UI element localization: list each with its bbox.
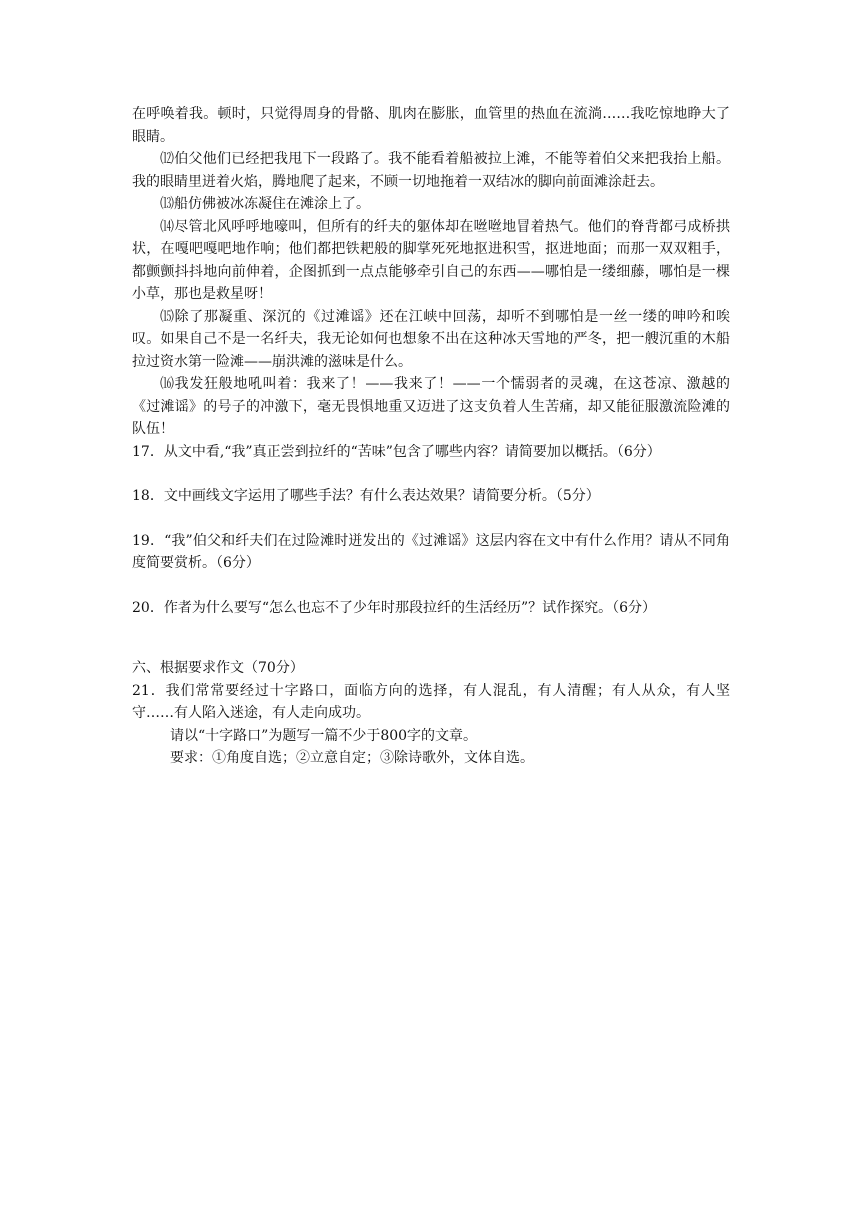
question-20: 20．作者为什么要写“怎么也忘不了少年时那段拉纤的生活经历”？试作探究。（6分） (132, 599, 657, 616)
question-19: 19．“我”伯父和纤夫们在过险滩时迸发出的《过滩谣》这层内容在文中有什么作用？请从不同角度简要赏析。（6分） (132, 532, 730, 571)
reading-paragraph-14: ⒁尽管北风呼呼地嚎叫，但所有的纤夫的躯体却在咝咝地冒着热气。他们的脊背都弓成桥拱状，在嘎吧嘎吧地作响；他们都把铁耙般的脚掌死死地抠进积雪，抠进地面；而那一双双粗手，都颤颤抖抖地向前伸着，企图抓到一点点能够牵引自己的东西——哪怕是一缕细藤，哪怕是一棵小草，那也是救星呀！ (132, 218, 730, 302)
question-18: 18．文中画线文字运用了哪些手法？有什么表达效果？请简要分析。（5分） (132, 488, 600, 504)
reading-paragraph-13: ⒀船仿佛被冰冻凝住在滩涂上了。 (160, 196, 370, 212)
reading-paragraph-15: ⒂除了那凝重、深沉的《过滩谣》还在江峡中回荡，却听不到哪怕是一丝一缕的呻吟和唉叹。如果自己不是一名纤夫，我无论如何也想象不出在这种冰天雪地的严冬，把一艘沉重的木船拉过资水第一险滩——崩洪滩的滋味是什么。 (132, 308, 730, 370)
answer-space-17 (132, 463, 730, 485)
composition-requirements: 要求：①角度自选；②立意自定；③除诗歌外，文体自选。 (170, 750, 534, 766)
composition-section-title: 六、根据要求作文（70分） (132, 660, 304, 676)
answer-space-20 (132, 619, 730, 657)
reading-paragraph-16: ⒃我发狂般地吼叫着：我来了！——我来了！——一个懦弱者的灵魂，在这苍凉、激越的《过滩谣》的号子的冲激下，毫无畏惧地重又迈进了这支负着人生苦痛，却又能征服激流险滩的队伍！ (132, 376, 730, 437)
answer-space-19 (132, 575, 730, 597)
exam-content (132, 103, 730, 770)
answer-space-18 (132, 508, 730, 530)
reading-paragraph-11-end: 在呼唤着我。顿时，只觉得周身的骨骼、肌肉在膨胀，血管里的热血在流淌……我吃惊地睁大了眼睛。 (132, 106, 730, 145)
question-21: 21．我们常常要经过十字路口，面临方向的选择，有人混乱，有人清醒；有人从众，有人坚守……有人陷入迷途，有人走向成功。 (132, 682, 730, 721)
reading-paragraph-12: ⑿伯父他们已经把我甩下一段路了。我不能看着船被拉上滩，不能等着伯父来把我抬上船。我的眼睛里迸着火焰，腾地爬了起来，不顾一切地拖着一双结冰的脚向前面滩涂赶去。 (132, 151, 730, 190)
composition-instruction: 请以“十字路口”为题写一篇不少于800字的文章。 (170, 727, 478, 744)
question-17: 17．从文中看,“我”真正尝到拉纤的“苦味”包含了哪些内容？请简要加以概括。（6分） (132, 443, 661, 460)
